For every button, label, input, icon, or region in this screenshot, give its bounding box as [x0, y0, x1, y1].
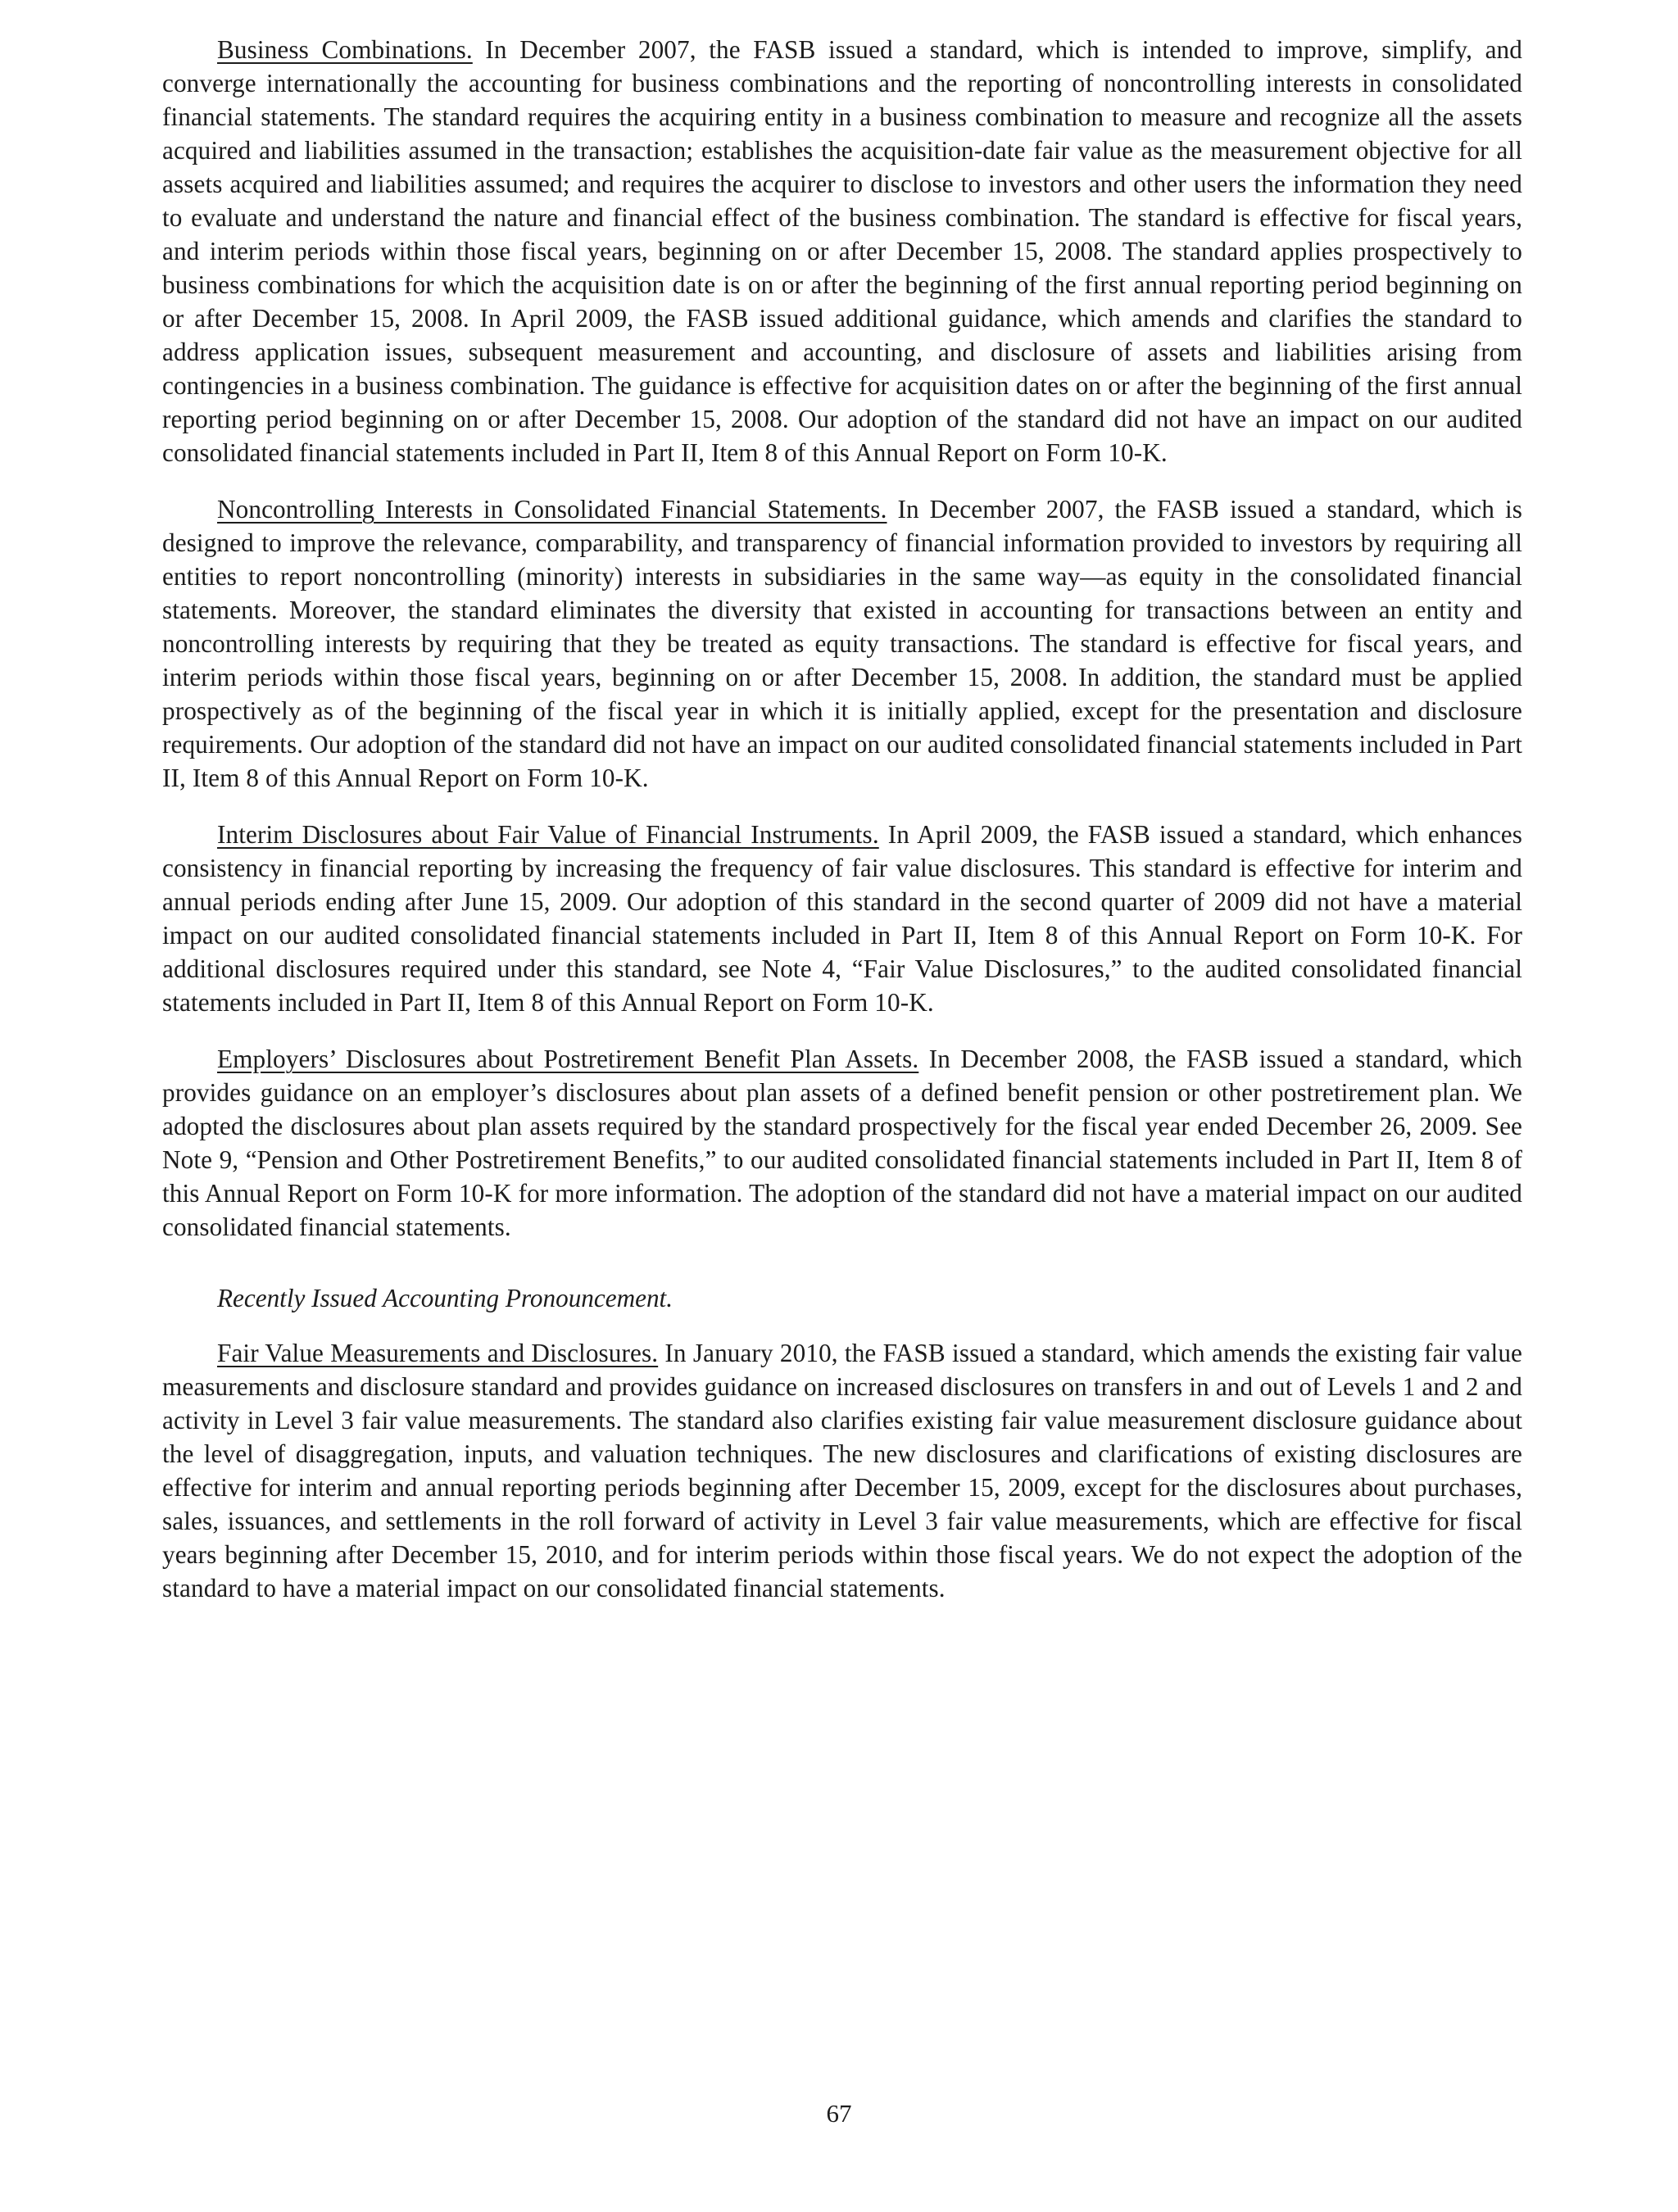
- paragraph-body: In December 2008, the FASB issued a standard, which provides guidance on an employer’s disclosures about plan assets of a defined benefit pension or other postretirement plan. We adopted the disclosures about plan assets required by the standard prospectively for the fiscal year ended December 26, 2009. See Note 9, “Pension and Other Postretirement Benefits,” to our audited consolidated financial statements included in Part II, Item 8 of this Annual Report on Form 10-K for more information. The adoption of the standard did not have a material impact on our audited consolidated financial statements.: [162, 1045, 1522, 1241]
- paragraph-body: In December 2007, the FASB issued a standard, which is intended to improve, simplify, and converge internationally the accounting for business combinations and the reporting of noncontrolling interests in consolidated financial statements. The standard requires the acquiring entity in a business combination to measure and recognize all the assets acquired and liabilities assumed in the transaction; establishes the acquisition-date fair value as the measurement objective for all assets acquired and liabilities assumed; and requires the acquirer to disclose to investors and other users the information they need to evaluate and understand the nature and financial effect of the business combination. The standard is effective for fiscal years, and interim periods within those fiscal years, beginning on or after December 15, 2008. The standard applies prospectively to business combinations for which the acquisition date is on or after the beginning of the first annual reporting period beginning on or after December 15, 2008. In April 2009, the FASB issued additional guidance, which amends and clarifies the standard to address application issues, subsequent measurement and accounting, and disclosure of assets and liabilities arising from contingencies in a business combination. The guidance is effective for acquisition dates on or after the beginning of the first annual reporting period beginning on or after December 15, 2008. Our adoption of the standard did not have an impact on our audited consolidated financial statements included in Part II, Item 8 of this Annual Report on Form 10-K.: [162, 35, 1522, 467]
- page-number: 67: [826, 2099, 852, 2128]
- paragraph-heading: Noncontrolling Interests in Consolidated Financial Statements.: [217, 495, 887, 524]
- paragraph-heading: Business Combinations.: [217, 35, 473, 64]
- document-page: [162, 33, 1522, 1628]
- paragraph-business-combinations: [162, 33, 1522, 469]
- paragraph-heading: Employers’ Disclosures about Postretirement Benefit Plan Assets.: [217, 1045, 919, 1073]
- paragraph-fair-value-measurements: [162, 1336, 1522, 1605]
- paragraph-employers-disclosures: [162, 1042, 1522, 1244]
- paragraph-noncontrolling-interests: [162, 492, 1522, 795]
- paragraph-body: In January 2010, the FASB issued a standard, which amends the existing fair value measurements and disclosure standard and provides guidance on increased disclosures on transfers in and out of Levels 1 and 2 and activity in Level 3 fair value measurements. The standard also clarifies existing fair value measurement disclosure guidance about the level of disaggregation, inputs, and valuation techniques. The new disclosures and clarifications of existing disclosures are effective for interim and annual reporting periods beginning after December 15, 2009, except for the disclosures about purchases, sales, issuances, and settlements in the roll forward of activity in Level 3 fair value measurements, which are effective for fiscal years beginning after December 15, 2010, and for interim periods within those fiscal years. We do not expect the adoption of the standard to have a material impact on our consolidated financial statements.: [162, 1339, 1523, 1602]
- paragraph-body: In December 2007, the FASB issued a standard, which is designed to improve the relevance, comparability, and transparency of financial information provided to investors by requiring all entities to report noncontrolling (minority) interests in subsidiaries in the same way—as equity in the consolidated financial statements. Moreover, the standard eliminates the diversity that existed in accounting for transactions between an entity and noncontrolling interests by requiring that they be treated as equity transactions. The standard is effective for fiscal years, and interim periods within those fiscal years, beginning on or after December 15, 2008. In addition, the standard must be applied prospectively as of the beginning of the fiscal year in which it is initially applied, except for the presentation and disclosure requirements. Our adoption of the standard did not have an impact on our audited consolidated financial statements included in Part II, Item 8 of this Annual Report on Form 10-K.: [162, 495, 1523, 792]
- paragraph-heading: Interim Disclosures about Fair Value of Financial Instruments.: [217, 820, 879, 849]
- paragraph-heading: Fair Value Measurements and Disclosures.: [217, 1339, 659, 1367]
- paragraph-interim-disclosures: [162, 818, 1522, 1019]
- paragraph-body: In April 2009, the FASB issued a standard, which enhances consistency in financial reporting by increasing the frequency of fair value disclosures. This standard is effective for interim and annual periods ending after June 15, 2009. Our adoption of this standard in the second quarter of 2009 did not have a material impact on our audited consolidated financial statements included in Part II, Item 8 of this Annual Report on Form 10-K. For additional disclosures required under this standard, see Note 4, “Fair Value Disclosures,” to the audited consolidated financial statements included in Part II, Item 8 of this Annual Report on Form 10-K.: [162, 820, 1522, 1017]
- section-title: Recently Issued Accounting Pronouncement.: [217, 1284, 673, 1312]
